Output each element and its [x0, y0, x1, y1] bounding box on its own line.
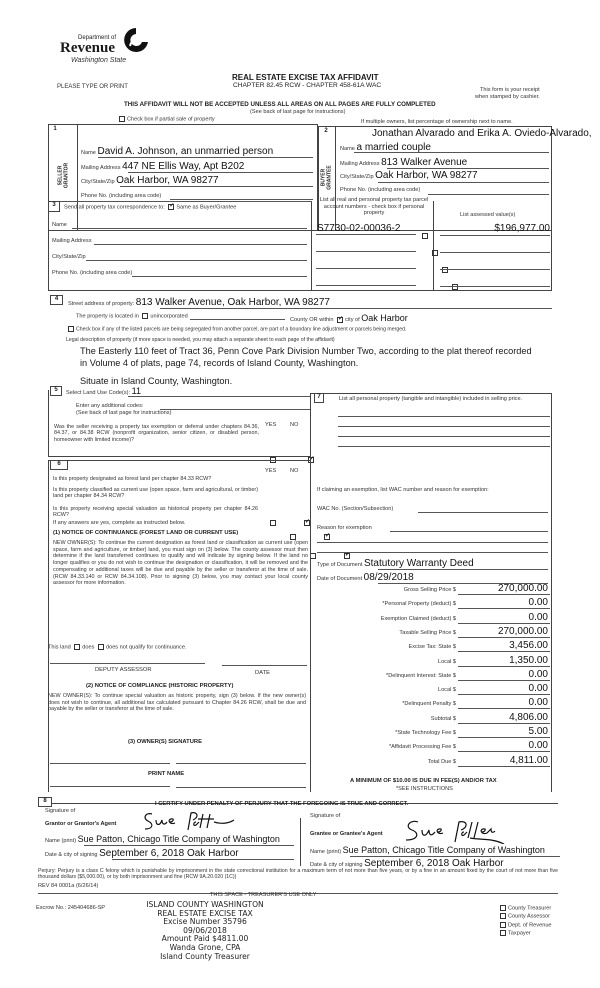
perjury-notice: Perjury: Perjury is a class C felony which is punishable by imprisonment in the state correctional institution for a maximum term of not more than five years, or by a fine in an amount fixed by the court of not more than five thousand dollars ($5,000.00), or by both imprisonment and fine (RCW 9A.20.020 (1C)) — [38, 868, 558, 881]
treasurer-space-label: THIS SPACE - TREASURER'S USE ONLY — [210, 892, 317, 898]
land-use-code[interactable]: 11 — [131, 386, 141, 396]
grantee-name-label: Name (print) — [310, 849, 342, 855]
amount-line — [458, 666, 550, 667]
buyer-name-line1[interactable]: Jonathan Alvarado and Erika A. Oviedo-Alvarado, — [372, 128, 592, 139]
amount-value[interactable]: 0.00 — [528, 740, 548, 752]
section-number-4: 4 — [50, 295, 63, 305]
segregated-checkbox[interactable] — [68, 326, 74, 332]
deputy-signature-line[interactable] — [50, 663, 205, 664]
partial-sale-label: Check box if partial sale of property — [127, 116, 215, 123]
buyer-name[interactable]: a married couple — [356, 142, 431, 153]
copy-checkbox[interactable] — [498, 913, 552, 919]
value-line — [440, 269, 550, 270]
grantor-name-label: Name (print) — [45, 838, 77, 844]
land-use-label: Select Land Use Code(s): — [66, 390, 131, 396]
amount-label: Exemption Claimed (deduct) $ — [380, 615, 456, 622]
legal-description-1[interactable]: The Easterly 110 feet of Tract 36, Penn Cove Park Division Number Two, according to the plat thereof recorded — [80, 346, 532, 356]
amount-line — [458, 723, 550, 724]
print-name-label: PRINT NAME — [148, 771, 185, 777]
amount-value[interactable]: 0.00 — [528, 683, 548, 695]
name-label: Name — [81, 150, 96, 156]
partial-sale-checkbox[interactable] — [117, 116, 215, 122]
located-in-label: The property is located in — [76, 313, 139, 320]
owner-signature-title: (3) OWNER(S) SIGNATURE — [128, 739, 202, 745]
grantor-print-name[interactable]: Sue Patton, Chicago Title Company of Washington — [77, 834, 280, 844]
amount-label: *Affidavit Processing Fee $ — [388, 744, 456, 751]
doc-date-label: Date of Document — [317, 576, 363, 582]
property-street[interactable]: 813 Walker Avenue, Oak Harbor, WA 98277 — [135, 297, 330, 308]
does-not-qualify-checkbox[interactable] — [98, 644, 104, 650]
if-yes-note: If any answers are yes, complete as instructed below. — [53, 520, 186, 526]
form-subtitle: CHAPTER 82.45 RCW - CHAPTER 458-61A WAC — [233, 82, 382, 89]
amount-line — [458, 651, 550, 652]
seller-phone-field[interactable] — [170, 199, 313, 200]
amount-value[interactable]: 1,350.00 — [509, 654, 548, 666]
checkbox-icon[interactable] — [500, 905, 506, 911]
escrow-number: Escrow No.: 245404686-SP — [36, 905, 106, 911]
amount-line — [458, 608, 550, 609]
buyer-phone-label: Phone No. (including area code) — [340, 187, 421, 193]
grantor-date-label: Date & city of signing — [45, 852, 98, 858]
reason-label: Reason for exemption — [317, 525, 372, 531]
section-number-6: 6 — [50, 460, 68, 470]
seller-side-label: SELLER GRANTOR — [57, 162, 69, 189]
county-field[interactable] — [190, 319, 285, 320]
checkbox-icon[interactable] — [500, 922, 506, 928]
amount-label: Local $ — [437, 658, 456, 665]
receipt-note-2: when stamped by cashier. — [475, 94, 540, 100]
checkbox-icon[interactable] — [500, 913, 506, 919]
buyer-city[interactable]: Oak Harbor, WA 98277 — [375, 170, 478, 181]
corr-name-field[interactable] — [72, 228, 307, 229]
stamp-line: Excise Number 35796 — [163, 917, 247, 927]
copy-checkbox[interactable] — [498, 930, 552, 936]
doc-date[interactable]: 08/29/2018 — [363, 572, 414, 583]
buyer-side-label: BUYER GRANTEE — [320, 165, 332, 190]
corr-mail-label: Mailing Address — [52, 238, 92, 244]
grantor-agent-label: Grantor or Grantor's Agent — [45, 821, 117, 827]
amount-value[interactable]: 270,000.00 — [497, 583, 548, 594]
amount-label: *State Technology Fee $ — [395, 730, 456, 736]
value-line — [440, 286, 550, 287]
seller-city[interactable]: Oak Harbor, WA 98277 — [116, 175, 219, 186]
legal-description-2[interactable]: in Volume 4 of plats, page 74, records of Island County, Washington. — [80, 358, 359, 368]
amount-value[interactable]: 3,456.00 — [509, 640, 548, 652]
parcel-line — [316, 251, 416, 252]
corr-mail-field[interactable] — [94, 244, 307, 245]
amount-label: *Delinquent Interest: State $ — [386, 672, 456, 679]
value-line — [440, 252, 550, 253]
amount-value[interactable]: 270,000.00 — [497, 625, 548, 637]
print-name-line-2[interactable] — [176, 787, 306, 788]
personal-property-label: List all personal property (tangible and intangible) included in selling price. — [339, 396, 523, 402]
section-number-7: 7 — [314, 393, 324, 403]
reason-field[interactable] — [390, 531, 548, 532]
dor-logo — [60, 26, 150, 70]
multiple-owners-note: If multiple owners, list percentage of ownership next to name. — [361, 119, 513, 125]
amount-value[interactable]: 0.00 — [528, 697, 548, 709]
amount-line — [458, 751, 550, 752]
city-label: City/State/Zip — [340, 174, 374, 180]
minimum-note: A MINIMUM OF $10.00 IS DUE IN FEE(S) AND/OR TAX — [350, 778, 497, 784]
seller-phone-label: Phone No. (including area code) — [81, 193, 162, 199]
parcel-header: List all real and personal property tax parcel account numbers - check box if personal property — [319, 197, 429, 216]
grantor-signature — [140, 810, 245, 832]
does-qualify-checkbox[interactable] — [74, 644, 80, 650]
amount-value[interactable]: 5.00 — [528, 726, 548, 737]
personal-property-checkbox[interactable] — [432, 250, 438, 256]
section-number-1: 1 — [50, 126, 60, 136]
corr-phone-label: Phone No. (including area code) — [52, 270, 133, 276]
county-or-label: County OR within — [290, 317, 334, 323]
mail-label: Mailing Address — [340, 161, 380, 167]
form-title: REAL ESTATE EXCISE TAX AFFIDAVIT — [232, 73, 379, 82]
treasurer-stamp — [130, 901, 280, 961]
same-as-buyer-checkbox[interactable] — [168, 204, 174, 210]
value-line — [440, 235, 550, 236]
logo-name: Revenue — [60, 40, 115, 56]
sig-of-label: Signature of — [45, 808, 76, 814]
question-yes-checkbox[interactable] — [270, 520, 276, 526]
copy-label: Dept. of Revenue — [508, 922, 552, 929]
does-label: does — [82, 644, 95, 651]
amount-line — [458, 708, 550, 709]
doc-type-label: Type of Document — [317, 562, 363, 568]
amount-label: *Personal Property (deduct) $ — [382, 601, 456, 608]
parcel-line — [316, 285, 416, 286]
stamp-line: Island County Treasurer — [160, 951, 250, 961]
certify-statement: I CERTIFY UNDER PENALTY OF PERJURY THAT THE FOREGOING IS TRUE AND CORRECT. — [155, 801, 409, 807]
date-label: DATE — [255, 670, 271, 676]
copy-checkbox[interactable] — [498, 905, 552, 911]
grantor-date[interactable]: September 6, 2018 Oak Harbor — [99, 848, 239, 859]
amount-line — [458, 623, 550, 624]
amount-line — [458, 694, 550, 695]
form-revision: REV 84 0001a (6/26/14) — [38, 883, 99, 889]
exemption-note: If claiming an exemption, list WAC number and reason for exemption: — [317, 487, 489, 493]
parcel-line — [316, 268, 416, 269]
seller-mail[interactable]: 447 NE Ellis Way, Apt B202 — [122, 161, 245, 172]
amount-label: Local $ — [437, 687, 456, 694]
owner-signature-line[interactable] — [50, 763, 170, 764]
corr-phone-field[interactable] — [132, 276, 307, 277]
seller-name[interactable]: David A. Johnson, an unmarried person — [97, 146, 274, 157]
unincorporated-label: unincorporated — [150, 313, 188, 320]
amount-label: Subtotal $ — [430, 715, 456, 722]
wac-label: WAC No. (Section/Subsection) — [317, 506, 394, 512]
amount-value[interactable]: 4,806.00 — [509, 711, 548, 723]
tax-corr-label: Send all property tax correspondence to: — [64, 204, 165, 211]
same-as-buyer-label: Same as Buyer/Grantee — [176, 204, 237, 211]
legal-label: Legal description of property (if more space is needed, you may attach a separate sheet to each page of the affidavit) — [66, 337, 335, 343]
amount-label: Total Due $ — [427, 758, 456, 765]
parcel-number[interactable]: S7730-02-00036-2 — [317, 223, 401, 234]
no-header: NO — [290, 468, 299, 474]
buyer-phone-field[interactable] — [428, 194, 549, 195]
amount-label: Gross Selling Price $ — [403, 587, 456, 593]
buyer-mail[interactable]: 813 Walker Avenue — [381, 157, 468, 168]
copy-label: County Assessor — [508, 913, 550, 920]
grantee-date[interactable]: September 6, 2018 Oak Harbor — [364, 858, 504, 869]
grantee-signature — [400, 818, 510, 844]
legal-description-3[interactable]: Situate in Island County, Washington. — [80, 376, 233, 386]
print-name-line[interactable] — [50, 786, 170, 787]
personal-property-line[interactable] — [338, 446, 550, 447]
section-number-3: 3 — [48, 201, 60, 212]
wac-field[interactable] — [418, 512, 548, 513]
notice2-text: NEW OWNER(S): To continue special valuation as historic property, sign (3) below. If the new owner(s) does not wish to continue, all additional tax calculated pursuant to Chapter 84.26 RCW, shall be due and payable by the seller or transferor at the time of sale. — [48, 693, 306, 713]
section-number-2: 2 — [320, 128, 332, 138]
see-back-note: (See back of last page for instructions) — [250, 109, 346, 115]
corr-city-field[interactable] — [86, 260, 307, 261]
does-not-label: does not qualify for continuance. — [105, 644, 187, 651]
stamp-line: Wanda Grone, CPA — [169, 942, 241, 952]
grantee-agent-label: Grantee or Grantee's Agent — [310, 831, 383, 837]
dor-swirl-icon — [122, 26, 150, 56]
amount-label: *Delinquent Penalty $ — [402, 701, 456, 708]
amount-line — [458, 680, 550, 681]
name-label: Name — [340, 146, 355, 152]
grantee-print-name[interactable]: Sue Patton, Chicago Title Company of Washington — [342, 845, 545, 855]
amount-line — [458, 766, 550, 767]
amount-line — [458, 737, 550, 738]
section-number-5: 5 — [50, 386, 62, 396]
type-or-print: PLEASE TYPE OR PRINT — [57, 84, 128, 90]
value-header: List assessed value(s) — [460, 212, 516, 218]
notice1-text: NEW OWNER(S): To continue the current designation as forest land or classification as current use (open space, farm and agriculture, or timber) land, you must sign on (3) below. The county assessor must then determine if the land transferred continues to qualify and will indicate by signing below. If the land no longer qualifies or you do not wish to continue the designation or classification, it will be removed and the compensating or additional taxes will be due and payable by the seller or transferor at the time of sale. (RCW 84.33.140 or RCW 84.34.108). Prior to signing (3) below, you may contact your local county assessor for more information. — [53, 540, 308, 587]
amount-value[interactable]: 4,811.00 — [509, 754, 548, 766]
stamp-line: ISLAND COUNTY WASHINGTON — [146, 900, 264, 909]
parcel-line — [316, 234, 416, 235]
city-checkbox[interactable] — [337, 317, 343, 323]
receipt-note: This form is your receipt — [480, 87, 540, 93]
amount-label: Excise Tax: State $ — [408, 644, 456, 651]
section3-divider — [48, 201, 312, 291]
city-of-label: city of — [345, 317, 360, 323]
property-question: Is this property designated as forest land per chapter 84.33 RCW? — [53, 476, 212, 482]
amount-value[interactable]: 0.00 — [528, 668, 548, 680]
copy-checkbox[interactable] — [498, 922, 552, 928]
additional-codes-field[interactable] — [160, 409, 310, 410]
no-header: NO — [290, 422, 299, 428]
checkbox-icon[interactable] — [500, 930, 506, 936]
deputy-assessor-label: DEPUTY ASSESSOR — [95, 667, 152, 673]
segregated-label: Check box if any of the listed parcels are being segregated from another parcel, are part of a boundary line adjustment or parcels being merged. — [76, 326, 407, 333]
amount-label: Taxable Selling Price $ — [399, 629, 456, 636]
personal-property-line[interactable] — [338, 416, 550, 417]
copy-label: Taxpayer — [508, 930, 531, 937]
copy-label: County Treasurer — [508, 905, 552, 912]
logo-state: Washington State — [71, 57, 127, 64]
section-number-8: 8 — [38, 797, 52, 807]
unincorporated-checkbox[interactable] — [142, 313, 148, 319]
property-city[interactable]: Oak Harbor — [361, 313, 408, 323]
this-land-label: This land — [48, 644, 71, 651]
doc-type[interactable]: Statutory Warranty Deed — [363, 558, 474, 569]
notice2-title: (2) NOTICE OF COMPLIANCE (HISTORIC PROPERTY) — [86, 683, 234, 689]
personal-property-line[interactable] — [338, 426, 550, 427]
amount-value[interactable]: 0.00 — [528, 597, 548, 609]
warning-banner: THIS AFFIDAVIT WILL NOT BE ACCEPTED UNLESS ALL AREAS ON ALL PAGES ARE FULLY COMPLETED — [124, 101, 436, 108]
logo-dept: Department of — [78, 35, 117, 41]
stamp-line: Amount Paid $4811.00 — [161, 934, 249, 944]
question-yes-checkbox[interactable] — [290, 534, 296, 540]
amount-line — [458, 637, 550, 638]
corr-city-label: City/State/Zip — [52, 254, 86, 260]
date-line[interactable] — [222, 665, 307, 666]
notice1-title: (1) NOTICE OF CONTINUANCE (FOREST LAND OR CURRENT USE) — [53, 530, 239, 536]
property-question: Is this property receiving special valuation as historical property per chapter 84.26 RCW? — [53, 506, 258, 519]
yes-header: YES — [265, 422, 277, 428]
assessed-value[interactable]: $196,977.00 — [494, 223, 550, 234]
city-label: City/State/Zip — [81, 179, 115, 185]
stamp-line: 09/06/2018 — [183, 925, 227, 935]
copy-distribution — [498, 905, 552, 939]
stamp-line: REAL ESTATE EXCISE TAX — [157, 908, 253, 918]
sig-of-label: Signature of — [310, 813, 341, 819]
street-label: Street address of property: — [68, 301, 135, 307]
exemption-question: Was the seller receiving a property tax exemption or deferral under chapters 84.36, 84.37, or 84.38 RCW (nonprofit organization, senior citizen, or disabled person, homeowner with limited income)? — [54, 424, 259, 443]
personal-property-checkbox[interactable] — [422, 233, 428, 239]
personal-property-line[interactable] — [338, 436, 550, 437]
corr-name-label: Name — [52, 222, 67, 228]
mail-label: Mailing Address — [81, 165, 121, 171]
owner-signature-line-2[interactable] — [176, 763, 306, 764]
grantee-date-label: Date & city of signing — [310, 862, 363, 868]
see-back-instr: (See back of last page for instructions) — [76, 410, 172, 416]
amount-line — [458, 594, 550, 595]
amount-value[interactable]: 0.00 — [528, 611, 548, 623]
property-question: Is this property classified as current use (open space, farm and agricultural, or timber) land per chapter 84.34 RCW? — [53, 487, 258, 500]
section8-divider — [300, 818, 301, 866]
see-instructions: *SEE INSTRUCTIONS — [396, 786, 453, 792]
yes-header: YES — [265, 468, 277, 474]
additional-codes-label: Enter any additional codes: — [76, 403, 144, 409]
